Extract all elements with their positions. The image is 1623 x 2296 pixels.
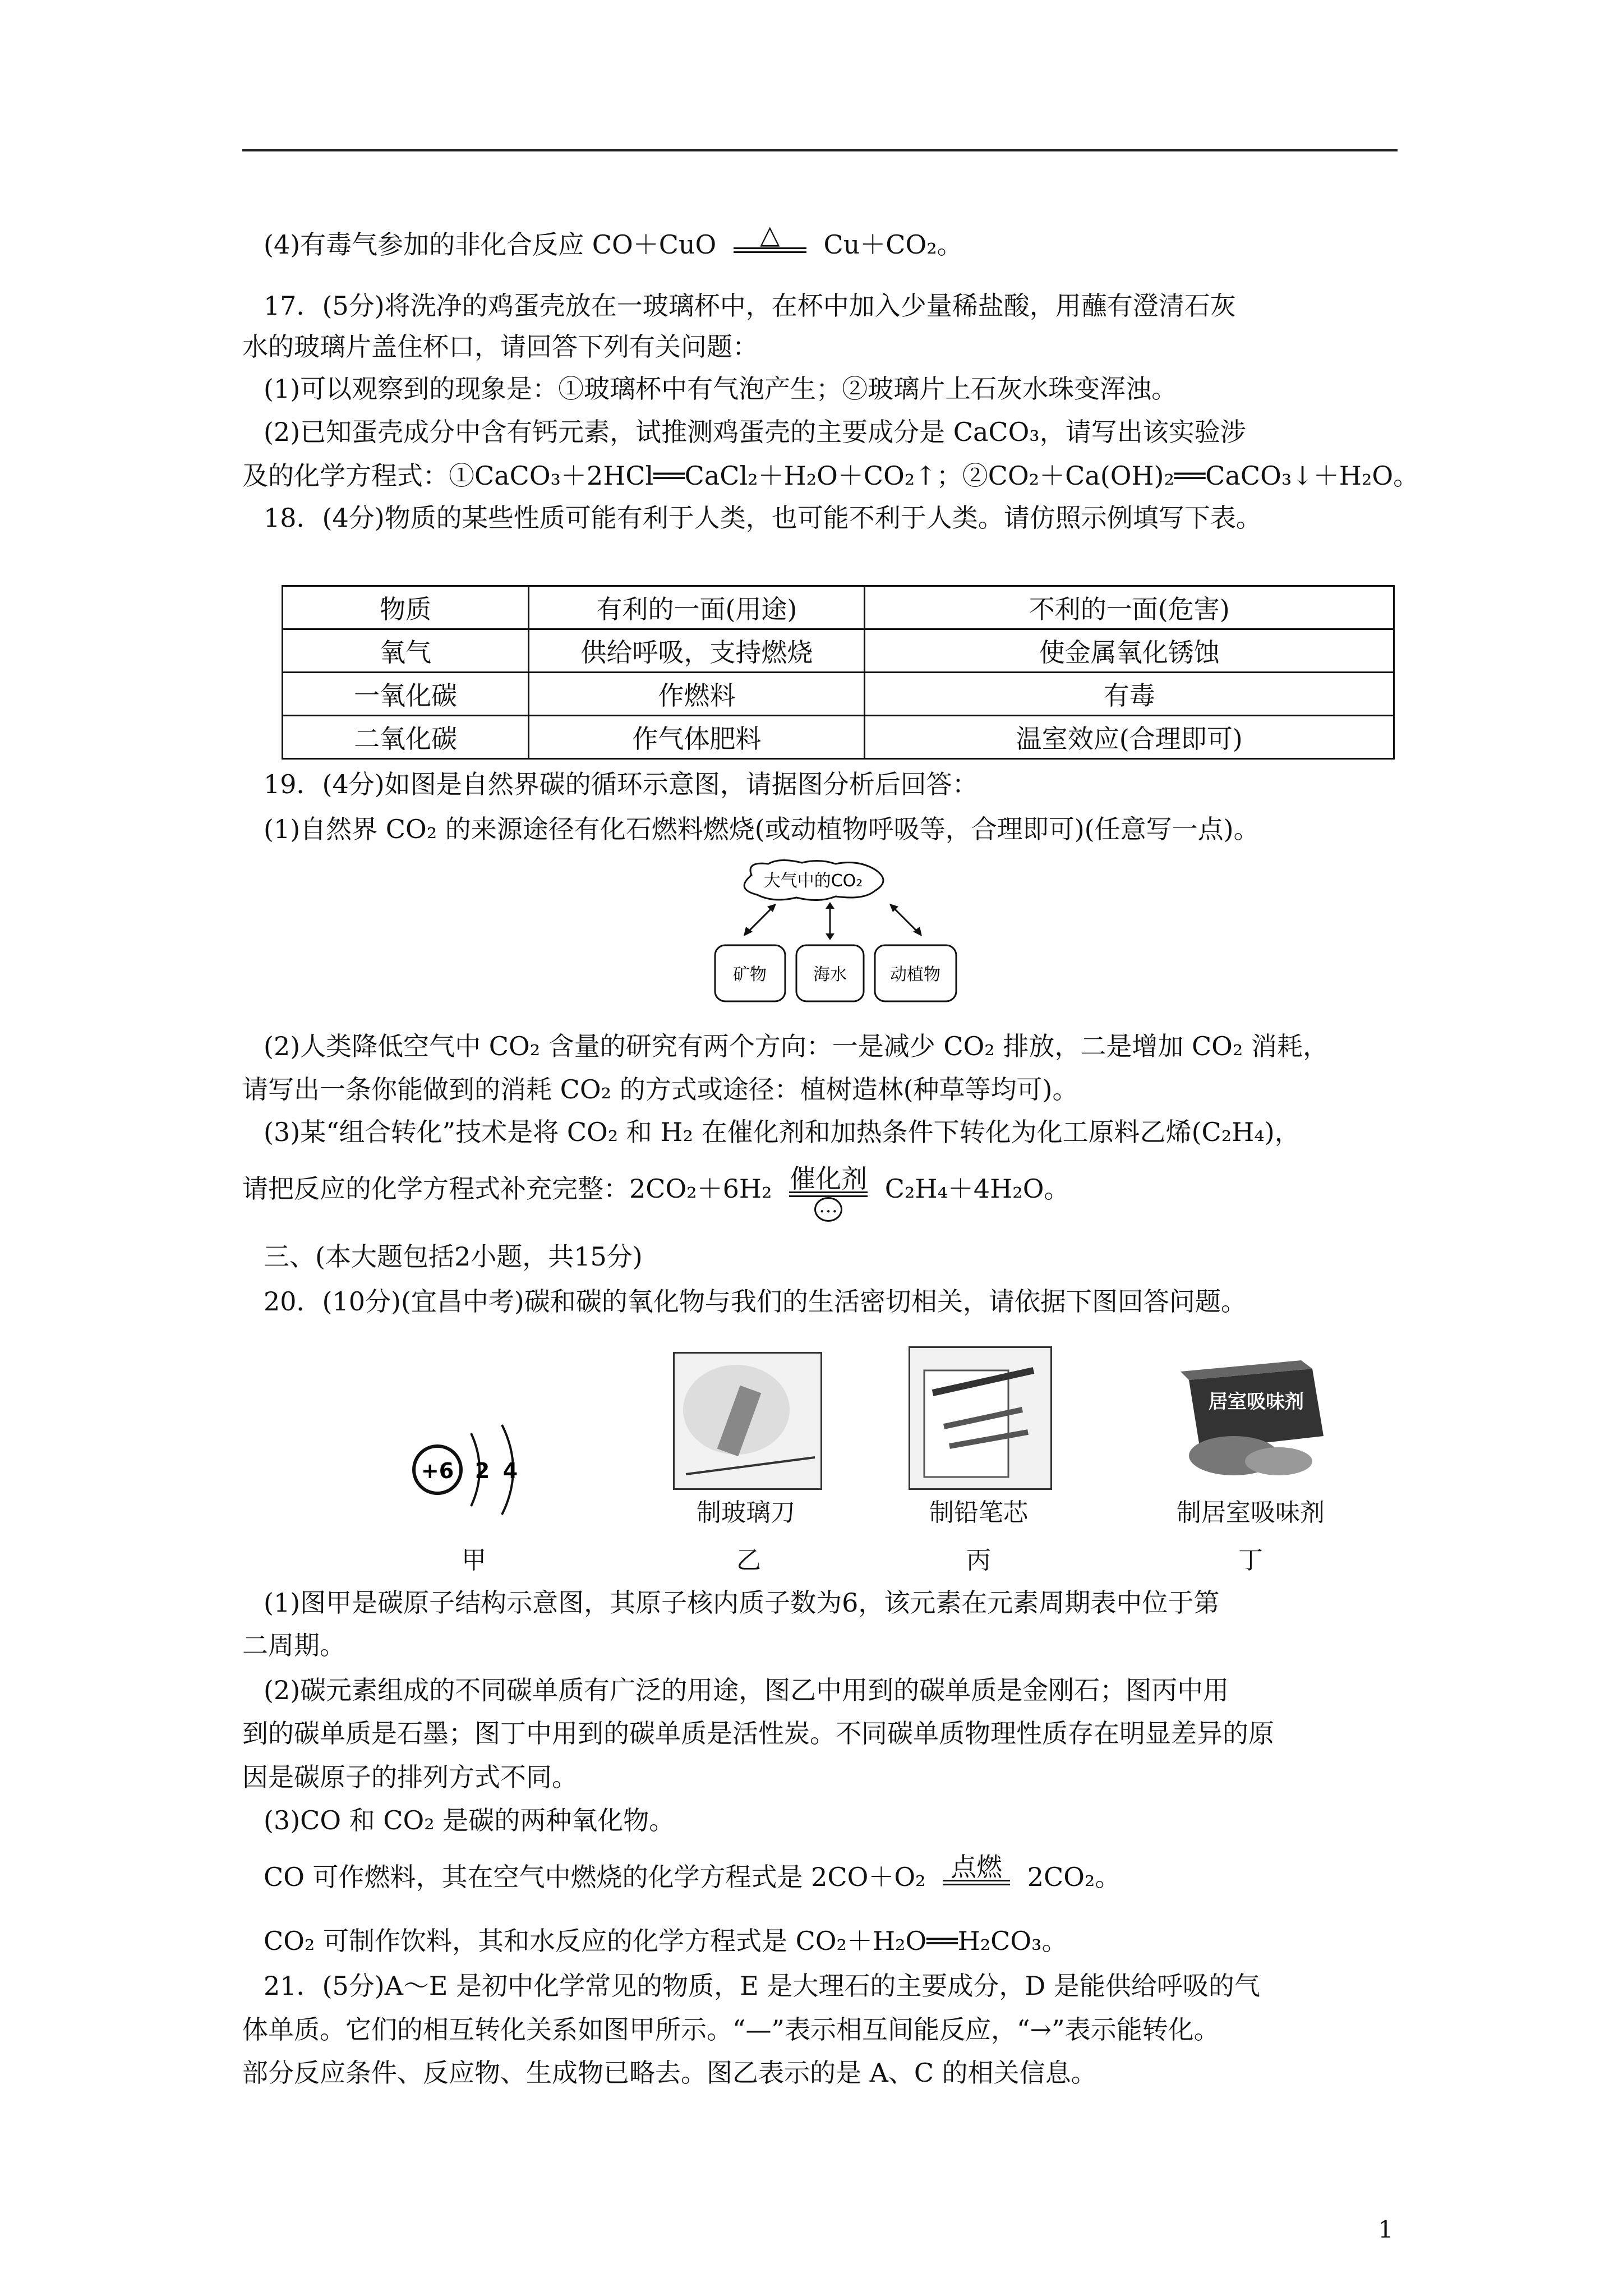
q19-line5: (3)某“组合转化”技术是将 CO₂ 和 H₂ 在催化剂和加热条件下转化为化工原料乙烯(C₂H₄)， <box>264 1117 1301 1147</box>
q17-line4: (2)已知蛋壳成分中含有钙元素，试推测鸡蛋壳的主要成分是 CaCO₃，请写出该实验涉 <box>264 417 1246 447</box>
table-cell: 温室效应(合理即可) <box>865 716 1394 759</box>
glass-cutter-icon <box>675 1354 820 1488</box>
shell-2-electrons: 4 <box>502 1458 518 1483</box>
ignite-label: 点燃 <box>951 1852 1003 1882</box>
box-organisms-label: 动植物 <box>890 965 940 984</box>
q20-line2: (1)图甲是碳原子结构示意图，其原子核内质子数为6，该元素在元素周期表中位于第 <box>264 1588 1220 1618</box>
section-3-heading: 三、(本大题包括2小题，共15分) <box>264 1241 643 1272</box>
q21-line3: 部分反应条件、反应物、生成物已略去。图乙表示的是 A、C 的相关信息。 <box>242 2058 1097 2088</box>
table-header-row <box>283 586 1394 629</box>
q20-line6: 因是碳原子的排列方式不同。 <box>242 1762 578 1792</box>
q17-line1: 17．(5分)将洗净的鸡蛋壳放在一玻璃杯中，在杯中加入少量稀盐酸，用蘸有澄清石灰 <box>264 291 1236 321</box>
table-header: 不利的一面(危害) <box>865 586 1394 629</box>
nucleus-charge: +6 <box>421 1458 454 1483</box>
page-number: 1 <box>1378 2216 1393 2243</box>
deodorizer-box-label: 居室吸味剂 <box>1209 1391 1304 1413</box>
q20-line7: (3)CO 和 CO₂ 是碳的两种氧化物。 <box>264 1805 675 1835</box>
carbon-cycle-diagram <box>712 858 959 1010</box>
arrow-head-icon <box>826 902 834 909</box>
table-header: 物质 <box>283 586 529 629</box>
table-cell: 氧气 <box>283 629 529 673</box>
catalyst-condition <box>789 1163 868 1217</box>
table-header: 有利的一面(用途) <box>529 586 865 629</box>
q20-line5: 到的碳单质是石墨；图丁中用到的碳单质是活性炭。不同碳单质物理性质存在明显差异的原 <box>242 1718 1274 1749</box>
table-cell: 作气体肥料 <box>529 716 865 759</box>
deodorizer-box-icon <box>1172 1358 1335 1481</box>
q20-eq-left: CO 可作燃料，其在空气中燃烧的化学方程式是 2CO＋O₂ <box>264 1862 926 1892</box>
caption-deodorizer: 制居室吸味剂 <box>1177 1498 1325 1527</box>
catalyst-label: 催化剂 <box>790 1163 868 1194</box>
figure-label-ding: 丁 <box>1238 1546 1263 1575</box>
q19-line2: (1)自然界 CO₂ 的来源途径有化石燃料燃烧(或动植物呼吸等，合理即可)(任意写一点)。 <box>264 814 1260 844</box>
q20-line1: 20．(10分)(宜昌中考)碳和碳的氧化物与我们的生活密切相关，请依据下图回答问题。 <box>264 1286 1247 1317</box>
omitted-condition: … <box>814 1197 842 1222</box>
q21-line1: 21．(5分)A～E 是初中化学常见的物质，E 是大理石的主要成分，D 是能供给呼吸的气 <box>264 1971 1260 2001</box>
heat-symbol: △ <box>760 219 780 250</box>
glass-cutter-image <box>673 1352 822 1490</box>
q19-line3: (2)人类降低空气中 CO₂ 含量的研究有两个方向：一是减少 CO₂ 排放，二是增加 CO₂ 消耗， <box>264 1031 1329 1061</box>
figure-label-yi: 乙 <box>736 1546 761 1575</box>
figure-label-jia: 甲 <box>462 1546 486 1575</box>
q17-line5: 及的化学方程式：①CaCO₃＋2HCl══CaCl₂＋H₂O＋CO₂↑；②CO₂＋Ca(OH)₂══CaCO₃↓＋H₂O。 <box>242 461 1419 491</box>
box-minerals-label: 矿物 <box>733 965 767 984</box>
q16-4-equation <box>264 219 963 272</box>
shell-1-electrons: 2 <box>474 1458 490 1483</box>
table-row <box>283 716 1394 759</box>
carbon-atom-diagram <box>404 1414 550 1526</box>
table-cell: 一氧化碳 <box>283 673 529 716</box>
q20-line8 <box>264 1854 1121 1904</box>
pencil-lead-image <box>909 1346 1052 1490</box>
q19-eq-right: C₂H₄＋4H₂O。 <box>884 1174 1070 1204</box>
q16-4-text: (4)有毒气参加的非化合反应 CO＋CuO <box>264 229 717 260</box>
pencil-icon <box>910 1348 1050 1488</box>
properties-table <box>282 585 1395 760</box>
table-row <box>283 629 1394 673</box>
q20-line9: CO₂ 可制作饮料，其和水反应的化学方程式是 CO₂＋H₂O══H₂CO₃。 <box>264 1926 1068 1956</box>
q18-line1: 18．(4分)物质的某些性质可能有利于人类，也可能不利于人类。请仿照示例填写下表。 <box>264 503 1262 533</box>
q17-line2: 水的玻璃片盖住杯口，请回答下列有关问题： <box>242 332 758 362</box>
caption-pencil-lead: 制铅笔芯 <box>929 1498 1028 1527</box>
table-cell: 使金属氧化锈蚀 <box>865 629 1394 673</box>
q20-line4: (2)碳元素组成的不同碳单质有广泛的用途，图乙中用到的碳单质是金刚石；图丙中用 <box>264 1675 1229 1705</box>
arrow-head-icon <box>826 933 834 940</box>
table-cell: 作燃料 <box>529 673 865 716</box>
q20-eq-right: 2CO₂。 <box>1027 1862 1121 1892</box>
q16-4-product: Cu＋CO₂。 <box>823 229 963 260</box>
table-cell: 二氧化碳 <box>283 716 529 759</box>
deodorizer-image <box>1172 1358 1335 1481</box>
header-rule <box>242 149 1398 151</box>
figure-label-bing: 丙 <box>966 1546 991 1575</box>
arrow-icon <box>746 906 774 934</box>
caption-glass-cutter: 制玻璃刀 <box>697 1498 795 1527</box>
q17-line3: (1)可以观察到的现象是：①玻璃杯中有气泡产生；②玻璃片上石灰水珠变浑浊。 <box>264 374 1178 404</box>
box-seawater-label: 海水 <box>813 965 847 984</box>
q19-line1: 19．(4分)如图是自然界碳的循环示意图，请据图分析后回答： <box>264 769 978 799</box>
q20-line3: 二周期。 <box>242 1630 345 1660</box>
cloud-label: 大气中的CO₂ <box>763 871 863 891</box>
heat-condition <box>734 219 806 272</box>
q19-line4: 请写出一条你能做到的消耗 CO₂ 的方式或途径：植树造林(种草等均可)。 <box>242 1074 1078 1105</box>
q21-line2: 体单质。它们的相互转化关系如图甲所示。“—”表示相互间能反应，“→”表示能转化。 <box>242 2014 1220 2045</box>
table-row <box>283 673 1394 716</box>
q19-eq-left: 请把反应的化学方程式补充完整：2CO₂＋6H₂ <box>242 1174 772 1204</box>
table-cell: 供给呼吸，支持燃烧 <box>529 629 865 673</box>
arrow-icon <box>892 906 920 934</box>
ignite-condition <box>943 1854 1010 1904</box>
table-cell: 有毒 <box>865 673 1394 716</box>
q19-line6 <box>242 1163 1070 1217</box>
